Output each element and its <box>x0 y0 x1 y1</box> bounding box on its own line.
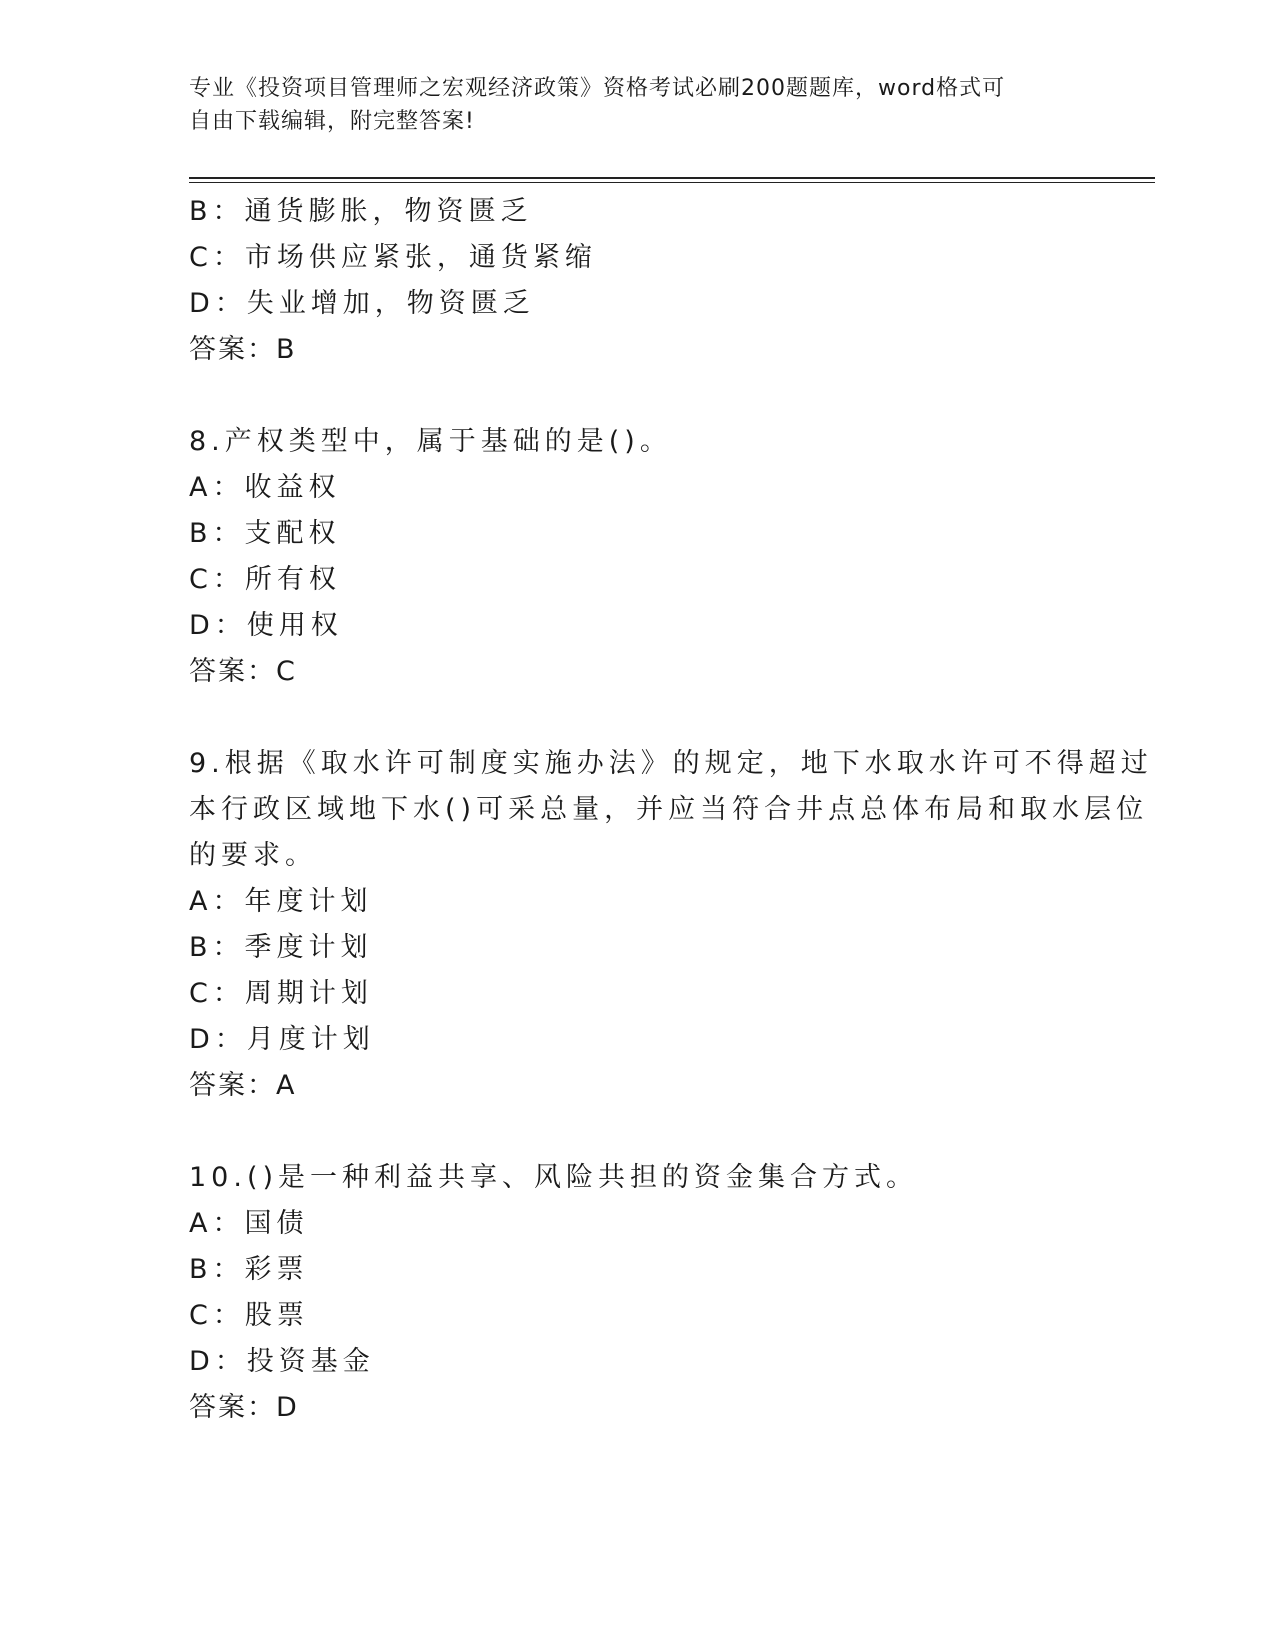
option-a: A：国债 <box>189 1208 309 1239</box>
option-b: B：季度计划 <box>189 932 373 963</box>
question-9 <box>189 741 1153 1109</box>
document-header <box>189 72 1069 138</box>
question-stem: 10.()是一种利益共享、风险共担的资金集合方式。 <box>189 1162 919 1193</box>
option-c: C：所有权 <box>189 564 341 595</box>
question-list <box>189 189 1153 1431</box>
spacer <box>189 695 1069 741</box>
option-b: B：支配权 <box>189 518 341 549</box>
question-stem-line-1: 9.根据《取水许可制度实施办法》的规定，地下水取水许可不得超过 <box>189 748 1153 779</box>
option-d: D：月度计划 <box>189 1024 375 1055</box>
header-divider-thick <box>189 177 1155 179</box>
question-stem-line-2: 本行政区域地下水()可采总量，并应当符合井点总体布局和取水层位 <box>189 794 1149 825</box>
spacer <box>189 373 1069 419</box>
option-d: D：使用权 <box>189 610 343 641</box>
header-line-1: 专业《投资项目管理师之宏观经济政策》资格考试必刷200题题库，word格式可 <box>189 76 1006 101</box>
spacer <box>189 1109 1069 1155</box>
header-divider-thin <box>189 182 1155 183</box>
answer-line: 答案：A <box>189 1070 297 1101</box>
option-b: B：彩票 <box>189 1254 309 1285</box>
option-a: A：收益权 <box>189 472 341 503</box>
option-d: D：投资基金 <box>189 1346 375 1377</box>
option-d: D：失业增加，物资匮乏 <box>189 288 535 319</box>
question-stem: 8.产权类型中，属于基础的是()。 <box>189 426 672 457</box>
option-c: C：股票 <box>189 1300 309 1331</box>
option-c: C：周期计划 <box>189 978 373 1009</box>
option-c: C：市场供应紧张，通货紧缩 <box>189 242 597 273</box>
question-8 <box>189 419 1069 695</box>
answer-line: 答案：C <box>189 656 297 687</box>
answer-line: 答案：B <box>189 334 297 365</box>
option-a: A：年度计划 <box>189 886 373 917</box>
option-b: B：通货膨胀，物资匮乏 <box>189 196 533 227</box>
question-10 <box>189 1155 1069 1431</box>
answer-line: 答案：D <box>189 1392 299 1423</box>
header-line-2: 自由下载编辑，附完整答案! <box>189 109 475 134</box>
question-stem-line-3: 的要求。 <box>189 840 317 871</box>
question-7 <box>189 189 1069 373</box>
